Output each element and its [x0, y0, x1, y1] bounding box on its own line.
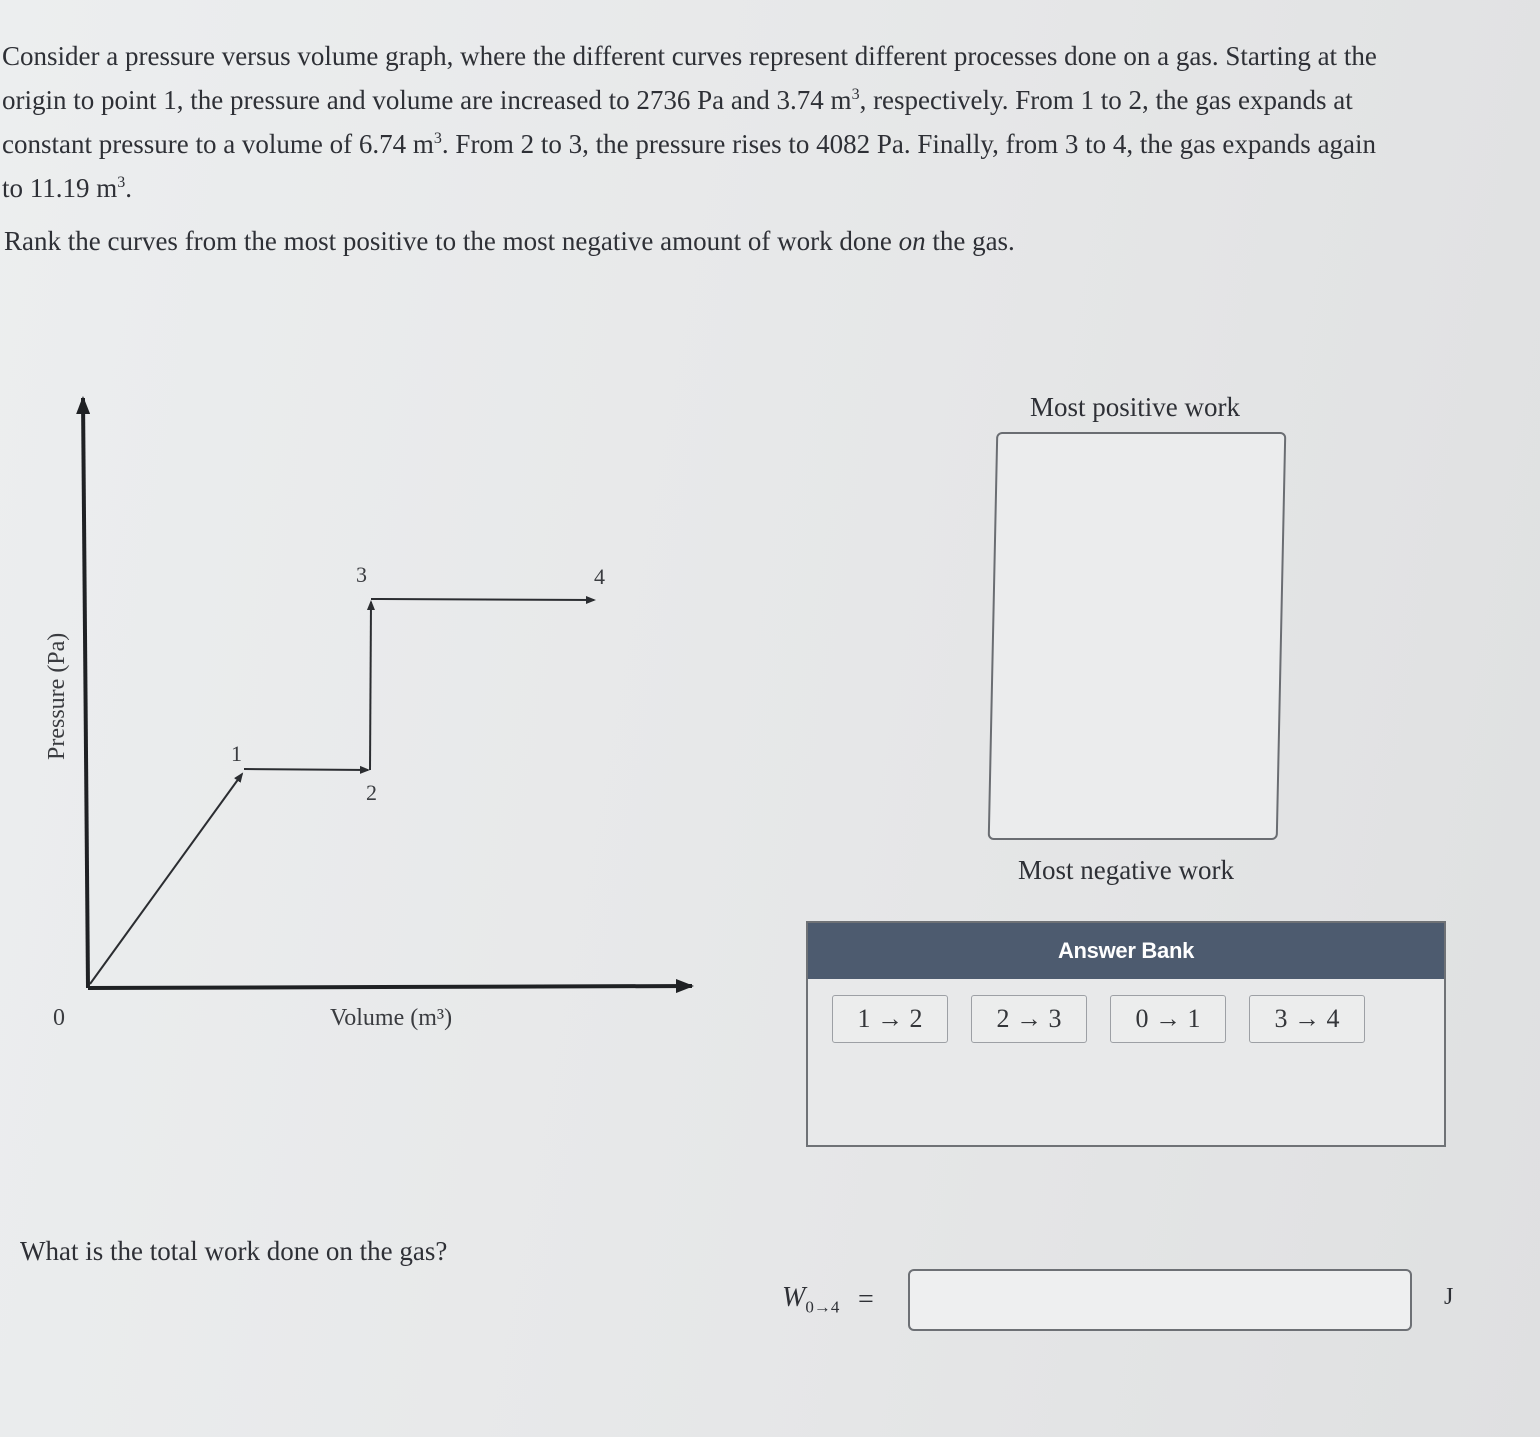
path-3-to-4: [371, 599, 594, 600]
point-label-3: 3: [356, 562, 367, 587]
answer-bank: [806, 921, 1446, 1147]
rank-prompt: [4, 226, 1015, 257]
path-1-to-2: [244, 769, 368, 770]
point-label-2: 2: [366, 780, 377, 805]
point-label-1: 1: [231, 741, 242, 766]
answer-chip-2-to-3[interactable]: 2 → 3: [971, 995, 1087, 1043]
question-line-4-a: to 11.19 m: [2, 173, 118, 203]
work-subscript: 0→4: [805, 1297, 840, 1317]
question-line-3: [2, 122, 1502, 166]
question-line-2-a: origin to point 1, the pressure and volume are increased to 2736 Pa and 3.74 m: [2, 85, 852, 115]
path-0-to-1: [90, 774, 242, 984]
rank-prompt-before: Rank the curves from the most positive to the most negative amount of work done: [4, 226, 899, 256]
work-symbol: [782, 1282, 839, 1318]
x-axis-label: Volume (m³): [330, 1005, 453, 1031]
question-line-4: [2, 166, 1502, 210]
answer-chip-0-to-1[interactable]: 0 → 1: [1110, 995, 1226, 1043]
answer-bank-items: [832, 995, 1365, 1043]
total-work-input[interactable]: [908, 1269, 1412, 1331]
y-axis-label: Pressure (Pa): [44, 632, 70, 760]
question-line-4-b: .: [125, 173, 133, 203]
question-line-2: [2, 78, 1502, 122]
question-line-3-a: constant pressure to a volume of 6.74 m: [2, 129, 434, 159]
path-2-to-3: [370, 602, 371, 770]
question-text: [2, 34, 1502, 210]
most-positive-label: Most positive work: [1030, 392, 1241, 422]
x-axis: [88, 986, 692, 988]
answer-chip-1-to-2[interactable]: 1 → 2: [832, 995, 948, 1043]
origin-label: 0: [53, 1005, 65, 1031]
question-line-2-b: , respectively. From 1 to 2, the gas expands at: [859, 85, 1353, 115]
total-work-question: What is the total work done on the gas?: [20, 1236, 448, 1266]
answer-chip-3-to-4[interactable]: 3 → 4: [1249, 995, 1365, 1043]
unit-label: J: [1444, 1284, 1454, 1310]
superscript-3: 3: [851, 86, 860, 103]
y-axis: [83, 398, 88, 988]
equals-sign: =: [858, 1284, 874, 1315]
superscript-3: 3: [117, 174, 126, 191]
ranking-drop-zone[interactable]: [988, 432, 1287, 840]
question-line-3-b: . From 2 to 3, the pressure rises to 4082 Pa. Finally, from 3 to 4, the gas expands again: [441, 129, 1377, 159]
most-negative-label: Most negative work: [1018, 855, 1234, 885]
answer-bank-title: Answer Bank: [808, 923, 1444, 979]
point-label-4: 4: [594, 564, 605, 589]
rank-prompt-emphasis: on: [898, 226, 926, 256]
question-line-1: Consider a pressure versus volume graph, where the different curves represent different processes done on a gas. Starting at the: [2, 41, 1377, 71]
superscript-3: 3: [433, 130, 442, 147]
pv-graph: [30, 380, 710, 1050]
work-symbol-letter: W: [782, 1282, 806, 1313]
rank-prompt-after: the gas.: [925, 226, 1015, 256]
